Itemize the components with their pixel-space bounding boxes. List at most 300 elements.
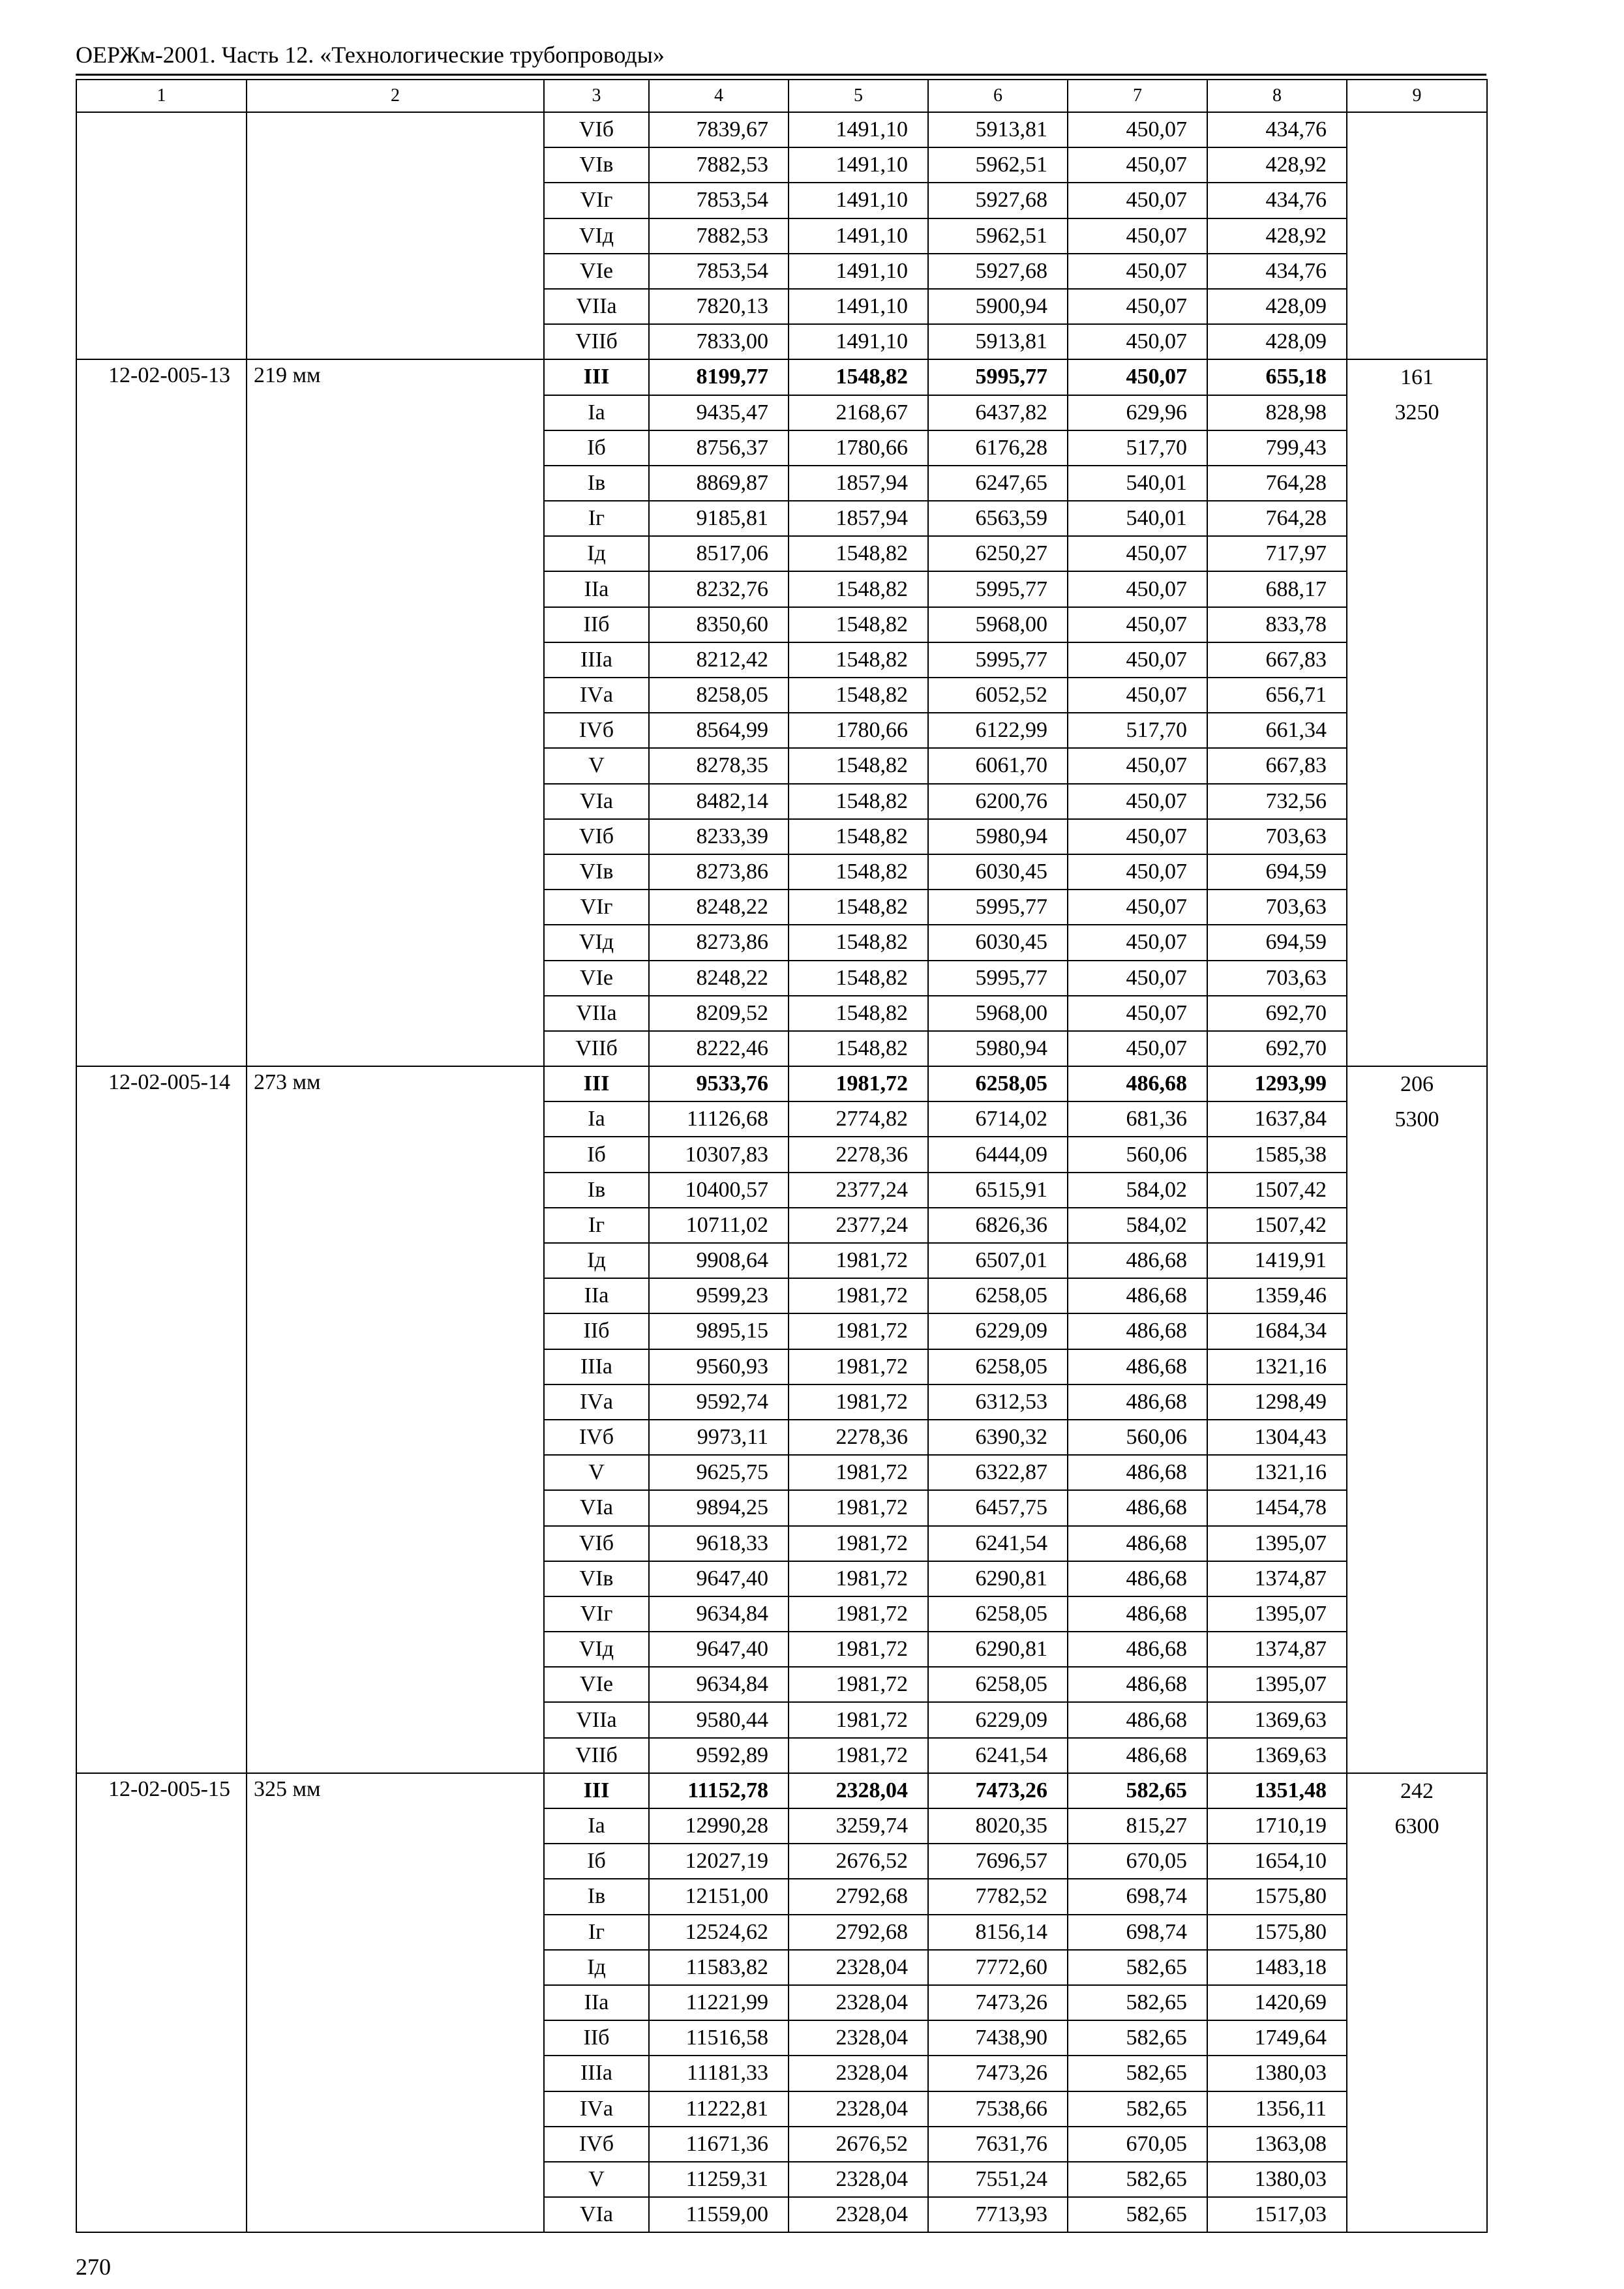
materials-cost-cell: 656,71 — [1207, 678, 1347, 713]
labor-cost-cell: 1548,82 — [789, 536, 928, 571]
machine-cost-cell: 6200,76 — [928, 784, 1068, 819]
operator-wage-cell: 450,07 — [1068, 112, 1207, 147]
materials-cost-cell: 1395,07 — [1207, 1526, 1347, 1561]
operator-wage-cell: 582,65 — [1068, 1985, 1207, 2020]
machine-cost-cell: 5995,77 — [928, 642, 1068, 678]
category-cell: IIIа — [544, 1349, 649, 1384]
machine-cost-cell: 6258,05 — [928, 1278, 1068, 1313]
labor-cost-cell: 1548,82 — [789, 607, 928, 642]
operator-wage-cell: 670,05 — [1068, 2127, 1207, 2162]
materials-cost-cell: 1585,38 — [1207, 1137, 1347, 1172]
operator-wage-cell: 486,68 — [1068, 1455, 1207, 1490]
materials-cost-cell: 1363,08 — [1207, 2127, 1347, 2162]
total-cost-cell: 12524,62 — [649, 1915, 789, 1950]
materials-cost-cell: 1374,87 — [1207, 1561, 1347, 1596]
operator-wage-cell: 450,07 — [1068, 607, 1207, 642]
labor-cost-cell: 2774,82 — [789, 1101, 928, 1137]
category-cell: Iб — [544, 430, 649, 466]
machine-cost-cell: 6229,09 — [928, 1313, 1068, 1349]
machine-cost-cell: 6507,01 — [928, 1243, 1068, 1278]
extra-value: 242 — [1400, 1778, 1434, 1803]
materials-cost-cell: 1637,84 — [1207, 1101, 1347, 1137]
materials-cost-cell: 1420,69 — [1207, 1985, 1347, 2020]
labor-cost-cell: 1548,82 — [789, 961, 928, 996]
machine-cost-cell: 6714,02 — [928, 1101, 1068, 1137]
category-cell: Iб — [544, 1844, 649, 1879]
operator-wage-cell: 450,07 — [1068, 748, 1207, 783]
total-cost-cell: 8482,14 — [649, 784, 789, 819]
materials-cost-cell: 828,98 — [1207, 395, 1347, 430]
materials-cost-cell: 1507,42 — [1207, 1208, 1347, 1243]
materials-cost-cell: 667,83 — [1207, 642, 1347, 678]
category-cell: IIIа — [544, 2056, 649, 2091]
category-cell: IVб — [544, 2127, 649, 2162]
table-row — [76, 1773, 1487, 1808]
column-number: 4 — [649, 80, 789, 112]
labor-cost-cell: 2328,04 — [789, 2056, 928, 2091]
column-number: 3 — [544, 80, 649, 112]
category-cell: V — [544, 2162, 649, 2197]
machine-cost-cell: 6122,99 — [928, 713, 1068, 748]
machine-cost-cell: 5900,94 — [928, 289, 1068, 324]
total-cost-cell: 7882,53 — [649, 218, 789, 254]
materials-cost-cell: 688,17 — [1207, 571, 1347, 606]
materials-cost-cell: 1395,07 — [1207, 1596, 1347, 1632]
extra-value: 206 — [1400, 1072, 1434, 1097]
table-row — [76, 112, 1487, 147]
operator-wage-cell: 450,07 — [1068, 324, 1207, 359]
labor-cost-cell: 1981,72 — [789, 1243, 928, 1278]
labor-cost-cell: 2676,52 — [789, 2127, 928, 2162]
category-cell: IIб — [544, 607, 649, 642]
category-cell: VIб — [544, 819, 649, 854]
category-cell: Iб — [544, 1137, 649, 1172]
operator-wage-cell: 450,07 — [1068, 819, 1207, 854]
operator-wage-cell: 584,02 — [1068, 1208, 1207, 1243]
materials-cost-cell: 764,28 — [1207, 501, 1347, 536]
labor-cost-cell: 1981,72 — [789, 1066, 928, 1101]
pipe-diameter-cell — [247, 112, 544, 359]
materials-cost-cell: 1749,64 — [1207, 2020, 1347, 2056]
category-cell: VIе — [544, 961, 649, 996]
materials-cost-cell: 692,70 — [1207, 996, 1347, 1031]
operator-wage-cell: 450,07 — [1068, 289, 1207, 324]
machine-cost-cell: 6250,27 — [928, 536, 1068, 571]
labor-cost-cell: 2676,52 — [789, 1844, 928, 1879]
labor-cost-cell: 1491,10 — [789, 254, 928, 289]
total-cost-cell: 11181,33 — [649, 2056, 789, 2091]
operator-wage-cell: 486,68 — [1068, 1596, 1207, 1632]
materials-cost-cell: 667,83 — [1207, 748, 1347, 783]
category-cell: VIв — [544, 854, 649, 890]
column-number: 1 — [76, 80, 247, 112]
operator-wage-cell: 450,07 — [1068, 359, 1207, 395]
materials-cost-cell: 1507,42 — [1207, 1173, 1347, 1208]
labor-cost-cell: 1491,10 — [789, 183, 928, 218]
labor-cost-cell: 1548,82 — [789, 890, 928, 925]
operator-wage-cell: 486,68 — [1068, 1349, 1207, 1384]
materials-cost-cell: 434,76 — [1207, 254, 1347, 289]
total-cost-cell: 11583,82 — [649, 1950, 789, 1985]
total-cost-cell: 9634,84 — [649, 1596, 789, 1632]
category-cell: IIб — [544, 1313, 649, 1349]
labor-cost-cell: 1548,82 — [789, 854, 928, 890]
machine-cost-cell: 6258,05 — [928, 1066, 1068, 1101]
category-cell: IIб — [544, 2020, 649, 2056]
category-cell: Iв — [544, 466, 649, 501]
category-cell: V — [544, 1455, 649, 1490]
labor-cost-cell: 2328,04 — [789, 1773, 928, 1808]
materials-cost-cell: 661,34 — [1207, 713, 1347, 748]
category-cell: VIIб — [544, 324, 649, 359]
materials-cost-cell: 1684,34 — [1207, 1313, 1347, 1349]
operator-wage-cell: 450,07 — [1068, 147, 1207, 183]
labor-cost-cell: 2328,04 — [789, 2162, 928, 2197]
labor-cost-cell: 2377,24 — [789, 1208, 928, 1243]
category-cell: Iа — [544, 1101, 649, 1137]
total-cost-cell: 8233,39 — [649, 819, 789, 854]
total-cost-cell: 8232,76 — [649, 571, 789, 606]
labor-cost-cell: 1857,94 — [789, 501, 928, 536]
labor-cost-cell: 1981,72 — [789, 1278, 928, 1313]
category-cell: Iд — [544, 1243, 649, 1278]
category-cell: VIд — [544, 1632, 649, 1667]
total-cost-cell: 9580,44 — [649, 1702, 789, 1737]
machine-cost-cell: 7696,57 — [928, 1844, 1068, 1879]
machine-cost-cell: 7713,93 — [928, 2197, 1068, 2232]
operator-wage-cell: 540,01 — [1068, 466, 1207, 501]
labor-cost-cell: 1857,94 — [789, 466, 928, 501]
materials-cost-cell: 1351,48 — [1207, 1773, 1347, 1808]
category-cell: VIIа — [544, 996, 649, 1031]
materials-cost-cell: 1380,03 — [1207, 2162, 1347, 2197]
operator-wage-cell: 450,07 — [1068, 571, 1207, 606]
total-cost-cell: 11516,58 — [649, 2020, 789, 2056]
labor-cost-cell: 1491,10 — [789, 324, 928, 359]
materials-cost-cell: 703,63 — [1207, 961, 1347, 996]
category-cell: Iв — [544, 1879, 649, 1914]
operator-wage-cell: 486,68 — [1068, 1313, 1207, 1349]
total-cost-cell: 8222,46 — [649, 1031, 789, 1066]
machine-cost-cell: 7473,26 — [928, 1985, 1068, 2020]
operator-wage-cell: 450,07 — [1068, 218, 1207, 254]
labor-cost-cell: 1491,10 — [789, 147, 928, 183]
category-cell: IVа — [544, 2091, 649, 2127]
operator-wage-cell: 629,96 — [1068, 395, 1207, 430]
machine-cost-cell: 6437,82 — [928, 395, 1068, 430]
total-cost-cell: 9634,84 — [649, 1667, 789, 1702]
machine-cost-cell: 5962,51 — [928, 147, 1068, 183]
operator-wage-cell: 486,68 — [1068, 1066, 1207, 1101]
machine-cost-cell: 5995,77 — [928, 359, 1068, 395]
materials-cost-cell: 428,92 — [1207, 147, 1347, 183]
operator-wage-cell: 450,07 — [1068, 642, 1207, 678]
operator-wage-cell: 486,68 — [1068, 1526, 1207, 1561]
materials-cost-cell: 703,63 — [1207, 890, 1347, 925]
total-cost-cell: 8199,77 — [649, 359, 789, 395]
category-cell: IVб — [544, 1420, 649, 1455]
labor-cost-cell: 2168,67 — [789, 395, 928, 430]
materials-cost-cell: 1654,10 — [1207, 1844, 1347, 1879]
labor-and-mass-cell — [1347, 112, 1487, 359]
category-cell: VIв — [544, 1561, 649, 1596]
operator-wage-cell: 450,07 — [1068, 183, 1207, 218]
machine-cost-cell: 5927,68 — [928, 183, 1068, 218]
machine-cost-cell: 6030,45 — [928, 854, 1068, 890]
operator-wage-cell: 450,07 — [1068, 784, 1207, 819]
operator-wage-cell: 486,68 — [1068, 1738, 1207, 1773]
category-cell: Iг — [544, 501, 649, 536]
machine-cost-cell: 5927,68 — [928, 254, 1068, 289]
materials-cost-cell: 434,76 — [1207, 183, 1347, 218]
machine-cost-cell: 6322,87 — [928, 1455, 1068, 1490]
total-cost-cell: 9647,40 — [649, 1561, 789, 1596]
operator-wage-cell: 584,02 — [1068, 1173, 1207, 1208]
total-cost-cell: 11126,68 — [649, 1101, 789, 1137]
machine-cost-cell: 6444,09 — [928, 1137, 1068, 1172]
total-cost-cell: 8212,42 — [649, 642, 789, 678]
operator-wage-cell: 450,07 — [1068, 854, 1207, 890]
rate-code-cell — [76, 112, 247, 359]
labor-cost-cell: 1981,72 — [789, 1526, 928, 1561]
category-cell: IIIа — [544, 642, 649, 678]
materials-cost-cell: 1517,03 — [1207, 2197, 1347, 2232]
total-cost-cell: 9647,40 — [649, 1632, 789, 1667]
total-cost-cell: 8756,37 — [649, 430, 789, 466]
machine-cost-cell: 7782,52 — [928, 1879, 1068, 1914]
category-cell: VIб — [544, 112, 649, 147]
labor-cost-cell: 2792,68 — [789, 1879, 928, 1914]
materials-cost-cell: 694,59 — [1207, 854, 1347, 890]
total-cost-cell: 8273,86 — [649, 925, 789, 960]
labor-and-mass-cell — [1347, 359, 1487, 1066]
total-cost-cell: 10400,57 — [649, 1173, 789, 1208]
category-cell: Iд — [544, 536, 649, 571]
operator-wage-cell: 582,65 — [1068, 2020, 1207, 2056]
category-cell: IVа — [544, 1384, 649, 1420]
extra-value: 161 — [1400, 365, 1434, 390]
total-cost-cell: 8258,05 — [649, 678, 789, 713]
labor-cost-cell: 1491,10 — [789, 218, 928, 254]
labor-cost-cell: 1548,82 — [789, 748, 928, 783]
total-cost-cell: 12151,00 — [649, 1879, 789, 1914]
materials-cost-cell: 1419,91 — [1207, 1243, 1347, 1278]
labor-cost-cell: 1981,72 — [789, 1667, 928, 1702]
category-cell: Iг — [544, 1208, 649, 1243]
category-cell: IIа — [544, 571, 649, 606]
labor-cost-cell: 1981,72 — [789, 1384, 928, 1420]
machine-cost-cell: 7438,90 — [928, 2020, 1068, 2056]
labor-cost-cell: 2792,68 — [789, 1915, 928, 1950]
rates-table — [76, 79, 1488, 2233]
total-cost-cell: 7839,67 — [649, 112, 789, 147]
total-cost-cell: 11221,99 — [649, 1985, 789, 2020]
materials-cost-cell: 1321,16 — [1207, 1349, 1347, 1384]
operator-wage-cell: 517,70 — [1068, 430, 1207, 466]
operator-wage-cell: 582,65 — [1068, 1950, 1207, 1985]
column-number: 9 — [1347, 80, 1487, 112]
machine-cost-cell: 5968,00 — [928, 607, 1068, 642]
operator-wage-cell: 582,65 — [1068, 2162, 1207, 2197]
labor-cost-cell: 1548,82 — [789, 819, 928, 854]
labor-cost-cell: 1548,82 — [789, 678, 928, 713]
total-cost-cell: 8350,60 — [649, 607, 789, 642]
materials-cost-cell: 732,56 — [1207, 784, 1347, 819]
table-row — [76, 1066, 1487, 1101]
total-cost-cell: 7853,54 — [649, 183, 789, 218]
labor-cost-cell: 2377,24 — [789, 1173, 928, 1208]
total-cost-cell: 9185,81 — [649, 501, 789, 536]
labor-cost-cell: 1780,66 — [789, 430, 928, 466]
materials-cost-cell: 1374,87 — [1207, 1632, 1347, 1667]
machine-cost-cell: 5913,81 — [928, 324, 1068, 359]
materials-cost-cell: 1369,63 — [1207, 1738, 1347, 1773]
header-rule — [76, 74, 1486, 76]
labor-cost-cell: 1548,82 — [789, 1031, 928, 1066]
machine-cost-cell: 6290,81 — [928, 1632, 1068, 1667]
rate-code-cell: 12-02-005-13 — [76, 359, 247, 1066]
labor-cost-cell: 1981,72 — [789, 1455, 928, 1490]
category-cell: VIг — [544, 183, 649, 218]
labor-cost-cell: 1548,82 — [789, 359, 928, 395]
materials-cost-cell: 428,09 — [1207, 324, 1347, 359]
category-cell: Iа — [544, 395, 649, 430]
category-cell: III — [544, 1066, 649, 1101]
operator-wage-cell: 560,06 — [1068, 1137, 1207, 1172]
total-cost-cell: 12027,19 — [649, 1844, 789, 1879]
total-cost-cell: 7882,53 — [649, 147, 789, 183]
category-cell: VIIб — [544, 1738, 649, 1773]
total-cost-cell: 9533,76 — [649, 1066, 789, 1101]
table-body — [76, 80, 1487, 2232]
operator-wage-cell: 486,68 — [1068, 1702, 1207, 1737]
operator-wage-cell: 450,07 — [1068, 996, 1207, 1031]
operator-wage-cell: 486,68 — [1068, 1278, 1207, 1313]
total-cost-cell: 8564,99 — [649, 713, 789, 748]
category-cell: VIIа — [544, 289, 649, 324]
total-cost-cell: 9894,25 — [649, 1490, 789, 1525]
operator-wage-cell: 450,07 — [1068, 961, 1207, 996]
machine-cost-cell: 6258,05 — [928, 1667, 1068, 1702]
total-cost-cell: 10307,83 — [649, 1137, 789, 1172]
total-cost-cell: 9618,33 — [649, 1526, 789, 1561]
labor-cost-cell: 1548,82 — [789, 996, 928, 1031]
operator-wage-cell: 698,74 — [1068, 1915, 1207, 1950]
operator-wage-cell: 486,68 — [1068, 1667, 1207, 1702]
machine-cost-cell: 6241,54 — [928, 1738, 1068, 1773]
category-cell: VIв — [544, 147, 649, 183]
category-cell: VIIа — [544, 1702, 649, 1737]
total-cost-cell: 9592,89 — [649, 1738, 789, 1773]
machine-cost-cell: 7473,26 — [928, 1773, 1068, 1808]
machine-cost-cell: 7631,76 — [928, 2127, 1068, 2162]
operator-wage-cell: 698,74 — [1068, 1879, 1207, 1914]
total-cost-cell: 8248,22 — [649, 961, 789, 996]
operator-wage-cell: 486,68 — [1068, 1490, 1207, 1525]
total-cost-cell: 8869,87 — [649, 466, 789, 501]
materials-cost-cell: 1395,07 — [1207, 1667, 1347, 1702]
operator-wage-cell: 582,65 — [1068, 2091, 1207, 2127]
machine-cost-cell: 5968,00 — [928, 996, 1068, 1031]
category-cell: IIа — [544, 1985, 649, 2020]
labor-cost-cell: 2278,36 — [789, 1137, 928, 1172]
labor-cost-cell: 1548,82 — [789, 925, 928, 960]
materials-cost-cell: 1454,78 — [1207, 1490, 1347, 1525]
machine-cost-cell: 7772,60 — [928, 1950, 1068, 1985]
operator-wage-cell: 540,01 — [1068, 501, 1207, 536]
category-cell: V — [544, 748, 649, 783]
labor-cost-cell: 1780,66 — [789, 713, 928, 748]
category-cell: VIа — [544, 784, 649, 819]
machine-cost-cell: 8156,14 — [928, 1915, 1068, 1950]
materials-cost-cell: 1356,11 — [1207, 2091, 1347, 2127]
materials-cost-cell: 1321,16 — [1207, 1455, 1347, 1490]
machine-cost-cell: 6563,59 — [928, 501, 1068, 536]
operator-wage-cell: 670,05 — [1068, 1844, 1207, 1879]
column-number: 5 — [789, 80, 928, 112]
page-number: 270 — [76, 2254, 111, 2280]
operator-wage-cell: 582,65 — [1068, 2056, 1207, 2091]
machine-cost-cell: 6390,32 — [928, 1420, 1068, 1455]
machine-cost-cell: 5980,94 — [928, 819, 1068, 854]
materials-cost-cell: 799,43 — [1207, 430, 1347, 466]
labor-cost-cell: 2328,04 — [789, 2197, 928, 2232]
machine-cost-cell: 5995,77 — [928, 961, 1068, 996]
extra-value: 3250 — [1394, 400, 1439, 425]
machine-cost-cell: 6176,28 — [928, 430, 1068, 466]
total-cost-cell: 9435,47 — [649, 395, 789, 430]
operator-wage-cell: 450,07 — [1068, 254, 1207, 289]
materials-cost-cell: 833,78 — [1207, 607, 1347, 642]
operator-wage-cell: 450,07 — [1068, 678, 1207, 713]
pipe-diameter-cell: 273 мм — [247, 1066, 544, 1773]
category-cell: Iд — [544, 1950, 649, 1985]
machine-cost-cell: 5995,77 — [928, 571, 1068, 606]
total-cost-cell: 7853,54 — [649, 254, 789, 289]
total-cost-cell: 12990,28 — [649, 1808, 789, 1844]
machine-cost-cell: 5980,94 — [928, 1031, 1068, 1066]
labor-and-mass-cell — [1347, 1066, 1487, 1773]
machine-cost-cell: 6258,05 — [928, 1349, 1068, 1384]
total-cost-cell: 11259,31 — [649, 2162, 789, 2197]
machine-cost-cell: 6241,54 — [928, 1526, 1068, 1561]
operator-wage-cell: 486,68 — [1068, 1243, 1207, 1278]
operator-wage-cell: 681,36 — [1068, 1101, 1207, 1137]
labor-cost-cell: 2328,04 — [789, 1985, 928, 2020]
total-cost-cell: 11152,78 — [649, 1773, 789, 1808]
operator-wage-cell: 450,07 — [1068, 890, 1207, 925]
total-cost-cell: 9973,11 — [649, 1420, 789, 1455]
total-cost-cell: 7833,00 — [649, 324, 789, 359]
column-number-row — [76, 80, 1487, 112]
total-cost-cell: 8278,35 — [649, 748, 789, 783]
materials-cost-cell: 1575,80 — [1207, 1915, 1347, 1950]
column-number: 8 — [1207, 80, 1347, 112]
materials-cost-cell: 692,70 — [1207, 1031, 1347, 1066]
total-cost-cell: 8209,52 — [649, 996, 789, 1031]
machine-cost-cell: 6258,05 — [928, 1596, 1068, 1632]
materials-cost-cell: 1380,03 — [1207, 2056, 1347, 2091]
category-cell: VIг — [544, 890, 649, 925]
total-cost-cell: 9592,74 — [649, 1384, 789, 1420]
total-cost-cell: 8273,86 — [649, 854, 789, 890]
total-cost-cell: 11671,36 — [649, 2127, 789, 2162]
machine-cost-cell: 6457,75 — [928, 1490, 1068, 1525]
operator-wage-cell: 517,70 — [1068, 713, 1207, 748]
machine-cost-cell: 6247,65 — [928, 466, 1068, 501]
total-cost-cell: 11559,00 — [649, 2197, 789, 2232]
operator-wage-cell: 450,07 — [1068, 925, 1207, 960]
